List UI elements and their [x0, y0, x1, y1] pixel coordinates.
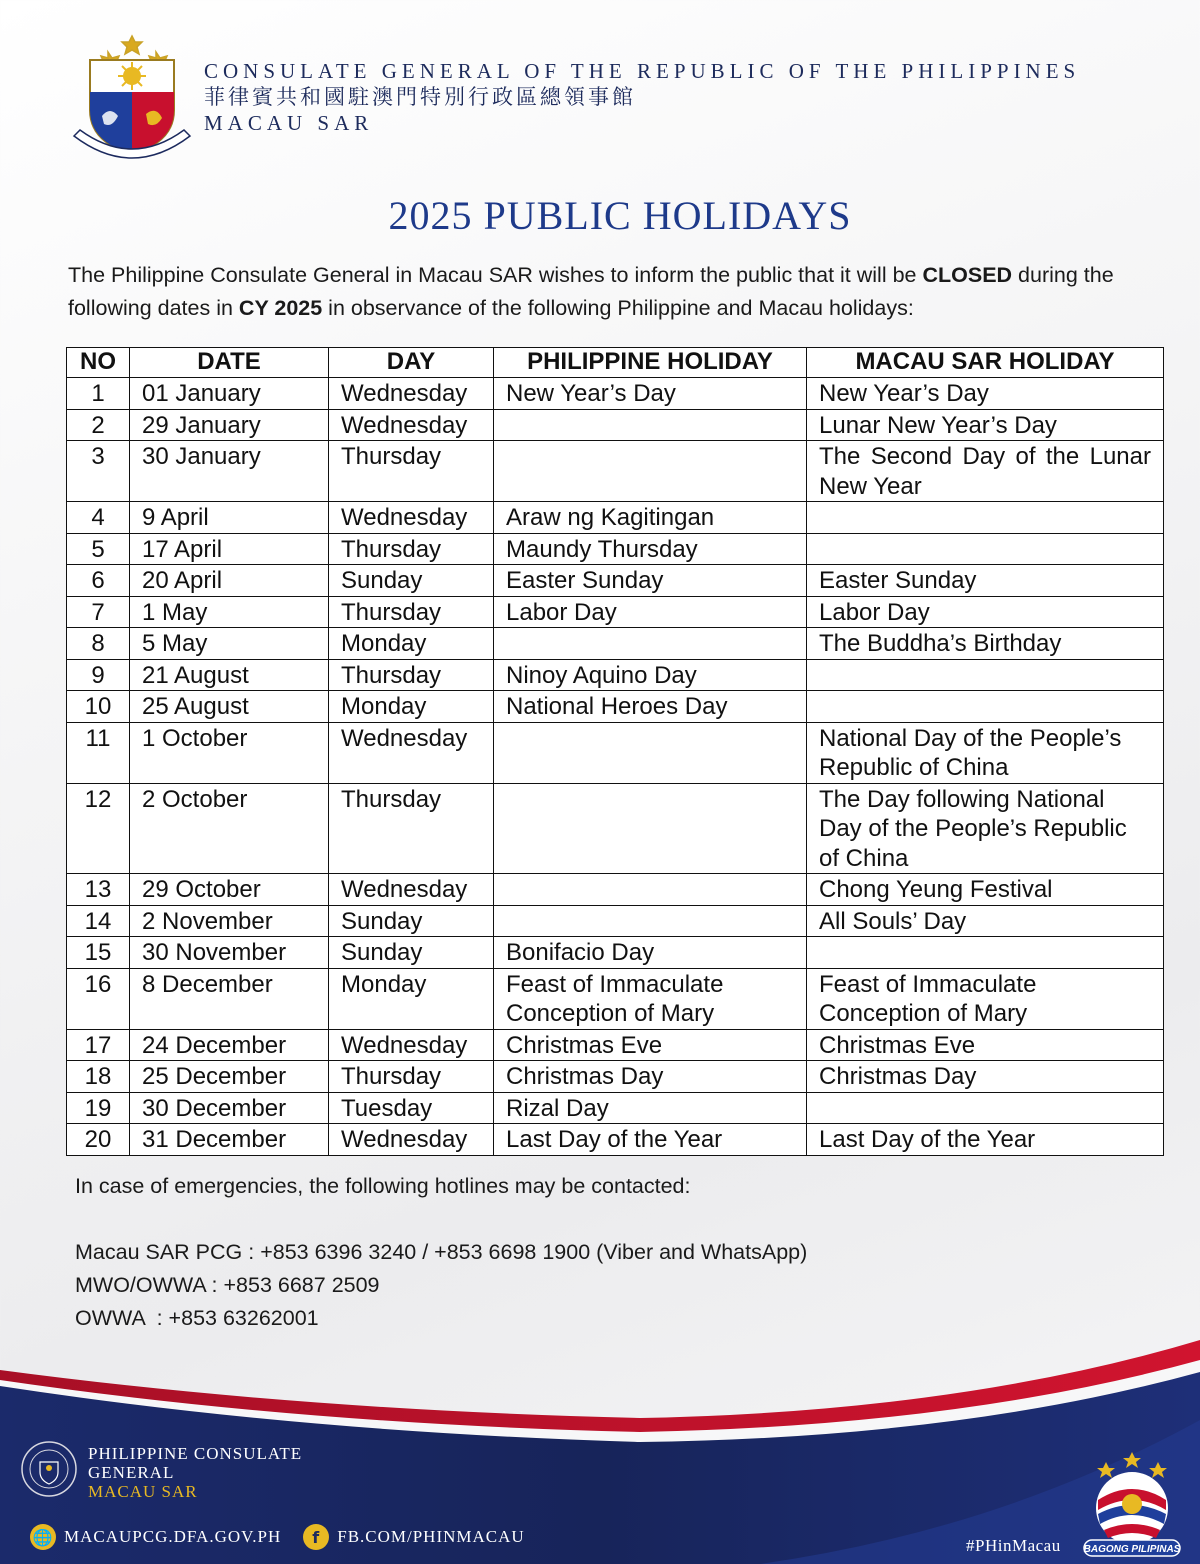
- cell-philippine-holiday: Last Day of the Year: [494, 1124, 807, 1156]
- cell-macau-holiday: Labor Day: [807, 596, 1164, 628]
- table-row: [67, 565, 1164, 597]
- header-macau-holiday: MACAU SAR HOLIDAY: [807, 348, 1164, 378]
- consulate-name-english: CONSULATE GENERAL OF THE REPUBLIC OF THE PHILIPPINES: [204, 59, 1081, 83]
- philippine-seal-icon: [68, 30, 196, 165]
- footer-org-line2: GENERAL: [88, 1463, 175, 1482]
- table-row: [67, 1124, 1164, 1156]
- cell-philippine-holiday: Araw ng Kagitingan: [494, 502, 807, 534]
- hotline-pcg: Macau SAR PCG : +853 6396 3240 / +853 6698 1900 (Viber and WhatsApp): [75, 1240, 808, 1264]
- cell-macau-holiday: New Year’s Day: [807, 378, 1164, 410]
- cell-date: 9 April: [130, 502, 329, 534]
- table-row: [67, 1061, 1164, 1093]
- holidays-table: [66, 347, 1164, 1156]
- cell-no: 1: [67, 378, 130, 410]
- cell-philippine-holiday: [494, 783, 807, 874]
- table-row: [67, 1029, 1164, 1061]
- cell-date: 1 October: [130, 722, 329, 783]
- cell-date: 20 April: [130, 565, 329, 597]
- cell-no: 9: [67, 659, 130, 691]
- cell-macau-holiday: [807, 533, 1164, 565]
- table-row: [67, 722, 1164, 783]
- cell-philippine-holiday: Labor Day: [494, 596, 807, 628]
- table-row: [67, 596, 1164, 628]
- cell-no: 8: [67, 628, 130, 660]
- emergency-intro: In case of emergencies, the following hotlines may be contacted:: [75, 1174, 691, 1198]
- cell-philippine-holiday: Christmas Day: [494, 1061, 807, 1093]
- consulate-name-chinese: 菲律賓共和國駐澳門特別行政區總領事館: [204, 85, 636, 109]
- globe-icon: 🌐: [30, 1524, 56, 1550]
- cy-emphasis: CY 2025: [238, 296, 323, 320]
- cell-no: 7: [67, 596, 130, 628]
- cell-no: 14: [67, 905, 130, 937]
- cell-date: 25 December: [130, 1061, 329, 1093]
- cell-macau-holiday: [807, 937, 1164, 969]
- cell-date: 1 May: [130, 596, 329, 628]
- facebook-icon: f: [303, 1524, 329, 1550]
- hotline-owwa: OWWA : +853 63262001: [75, 1306, 319, 1330]
- intro-text-3: in observance of the following Philippine and Macau holidays:: [322, 296, 914, 320]
- cell-macau-holiday: The Buddha’s Birthday: [807, 628, 1164, 660]
- website-link[interactable]: MACAUPCG.DFA.GOV.PH: [64, 1527, 282, 1546]
- table-row: [67, 533, 1164, 565]
- consulate-location: MACAU SAR: [204, 111, 374, 135]
- header: [68, 30, 1168, 165]
- cell-day: Wednesday: [329, 1124, 494, 1156]
- cell-no: 2: [67, 409, 130, 441]
- header-philippine-holiday: PHILIPPINE HOLIDAY: [494, 348, 807, 378]
- cell-day: Thursday: [329, 1061, 494, 1093]
- cell-day: Wednesday: [329, 722, 494, 783]
- table-row: [67, 628, 1164, 660]
- cell-date: 30 November: [130, 937, 329, 969]
- bagong-pilipinas-logo-icon: [1076, 1448, 1188, 1560]
- cell-date: 2 October: [130, 783, 329, 874]
- intro-text-2: during the following dates in: [68, 263, 1114, 320]
- cell-philippine-holiday: Easter Sunday: [494, 565, 807, 597]
- table-row: [67, 874, 1164, 906]
- hashtag: #PHinMacau: [966, 1536, 1061, 1555]
- cell-day: Thursday: [329, 533, 494, 565]
- cell-macau-holiday: Lunar New Year’s Day: [807, 409, 1164, 441]
- cell-date: 24 December: [130, 1029, 329, 1061]
- closed-emphasis: CLOSED: [922, 263, 1013, 287]
- cell-philippine-holiday: [494, 722, 807, 783]
- cell-no: 5: [67, 533, 130, 565]
- table-row: [67, 441, 1164, 502]
- cell-day: Monday: [329, 691, 494, 723]
- footer-org-line1: PHILIPPINE CONSULATE: [88, 1444, 303, 1463]
- cell-date: 17 April: [130, 533, 329, 565]
- cell-macau-holiday: [807, 502, 1164, 534]
- cell-date: 29 January: [130, 409, 329, 441]
- cell-day: Wednesday: [329, 378, 494, 410]
- table-row: [67, 937, 1164, 969]
- facebook-link[interactable]: FB.COM/PHINMACAU: [337, 1527, 525, 1546]
- intro-paragraph: [68, 259, 1148, 325]
- cell-philippine-holiday: New Year’s Day: [494, 378, 807, 410]
- table-row: [67, 691, 1164, 723]
- cell-day: Thursday: [329, 783, 494, 874]
- cell-day: Sunday: [329, 565, 494, 597]
- cell-date: 30 December: [130, 1092, 329, 1124]
- table-header-row: [67, 348, 1164, 378]
- cell-day: Thursday: [329, 659, 494, 691]
- cell-philippine-holiday: Bonifacio Day: [494, 937, 807, 969]
- cell-day: Monday: [329, 628, 494, 660]
- table-row: [67, 378, 1164, 410]
- cell-date: 30 January: [130, 441, 329, 502]
- table-row: [67, 783, 1164, 874]
- cell-philippine-holiday: [494, 409, 807, 441]
- table-row: [67, 502, 1164, 534]
- cell-date: 25 August: [130, 691, 329, 723]
- cell-no: 3: [67, 441, 130, 502]
- cell-day: Wednesday: [329, 502, 494, 534]
- cell-macau-holiday: Christmas Eve: [807, 1029, 1164, 1061]
- cell-macau-holiday: [807, 659, 1164, 691]
- cell-macau-holiday: Christmas Day: [807, 1061, 1164, 1093]
- bagong-pilipinas-text: BAGONG PILIPINAS: [1083, 1544, 1181, 1555]
- cell-day: Thursday: [329, 596, 494, 628]
- cell-date: 2 November: [130, 905, 329, 937]
- cell-date: 01 January: [130, 378, 329, 410]
- page-title: 2025 PUBLIC HOLIDAYS: [388, 193, 852, 238]
- cell-day: Sunday: [329, 905, 494, 937]
- cell-philippine-holiday: Christmas Eve: [494, 1029, 807, 1061]
- cell-no: 16: [67, 968, 130, 1029]
- cell-philippine-holiday: Feast of Immaculate Conception of Mary: [494, 968, 807, 1029]
- cell-macau-holiday: National Day of the People’s Republic of China: [807, 722, 1164, 783]
- header-date: DATE: [130, 348, 329, 378]
- table-row: [67, 905, 1164, 937]
- cell-day: Wednesday: [329, 409, 494, 441]
- cell-philippine-holiday: Maundy Thursday: [494, 533, 807, 565]
- cell-macau-holiday: Feast of Immaculate Conception of Mary: [807, 968, 1164, 1029]
- cell-no: 18: [67, 1061, 130, 1093]
- cell-no: 4: [67, 502, 130, 534]
- cell-macau-holiday: [807, 691, 1164, 723]
- cell-philippine-holiday: [494, 874, 807, 906]
- hotline-mwo-owwa: MWO/OWWA : +853 6687 2509: [75, 1273, 380, 1297]
- cell-macau-holiday: The Second Day of the Lunar New Year: [807, 441, 1164, 502]
- cell-macau-holiday: All Souls’ Day: [807, 905, 1164, 937]
- footer-org-name: [88, 1444, 302, 1501]
- cell-philippine-holiday: Rizal Day: [494, 1092, 807, 1124]
- cell-no: 20: [67, 1124, 130, 1156]
- cell-date: 21 August: [130, 659, 329, 691]
- cell-no: 10: [67, 691, 130, 723]
- cell-macau-holiday: Last Day of the Year: [807, 1124, 1164, 1156]
- cell-no: 17: [67, 1029, 130, 1061]
- cell-philippine-holiday: [494, 628, 807, 660]
- table-row: [67, 968, 1164, 1029]
- cell-philippine-holiday: National Heroes Day: [494, 691, 807, 723]
- cell-macau-holiday: Easter Sunday: [807, 565, 1164, 597]
- cell-philippine-holiday: [494, 441, 807, 502]
- emergency-spacer: [75, 1203, 807, 1236]
- table-row: [67, 659, 1164, 691]
- cell-philippine-holiday: Ninoy Aquino Day: [494, 659, 807, 691]
- cell-day: Sunday: [329, 937, 494, 969]
- cell-macau-holiday: [807, 1092, 1164, 1124]
- header-no: NO: [67, 348, 130, 378]
- cell-date: 5 May: [130, 628, 329, 660]
- consulate-name-block: [204, 58, 1080, 136]
- cell-date: 8 December: [130, 968, 329, 1029]
- cell-no: 6: [67, 565, 130, 597]
- consulate-footer-seal-icon: [20, 1440, 78, 1498]
- cell-day: Tuesday: [329, 1092, 494, 1124]
- cell-philippine-holiday: [494, 905, 807, 937]
- cell-macau-holiday: The Day following National Day of the People’s Republic of China: [807, 783, 1164, 874]
- cell-no: 19: [67, 1092, 130, 1124]
- table-row: [67, 1092, 1164, 1124]
- cell-day: Wednesday: [329, 1029, 494, 1061]
- cell-no: 13: [67, 874, 130, 906]
- cell-day: Wednesday: [329, 874, 494, 906]
- intro-text-1: The Philippine Consulate General in Macau SAR wishes to inform the public that it will be: [68, 263, 923, 287]
- cell-day: Monday: [329, 968, 494, 1029]
- cell-no: 15: [67, 937, 130, 969]
- cell-macau-holiday: Chong Yeung Festival: [807, 874, 1164, 906]
- cell-date: 31 December: [130, 1124, 329, 1156]
- cell-date: 29 October: [130, 874, 329, 906]
- footer-links: [30, 1524, 547, 1550]
- cell-no: 12: [67, 783, 130, 874]
- cell-no: 11: [67, 722, 130, 783]
- table-row: [67, 409, 1164, 441]
- footer-org-line3: MACAU SAR: [88, 1482, 198, 1501]
- cell-day: Thursday: [329, 441, 494, 502]
- header-day: DAY: [329, 348, 494, 378]
- table-body: [67, 378, 1164, 1156]
